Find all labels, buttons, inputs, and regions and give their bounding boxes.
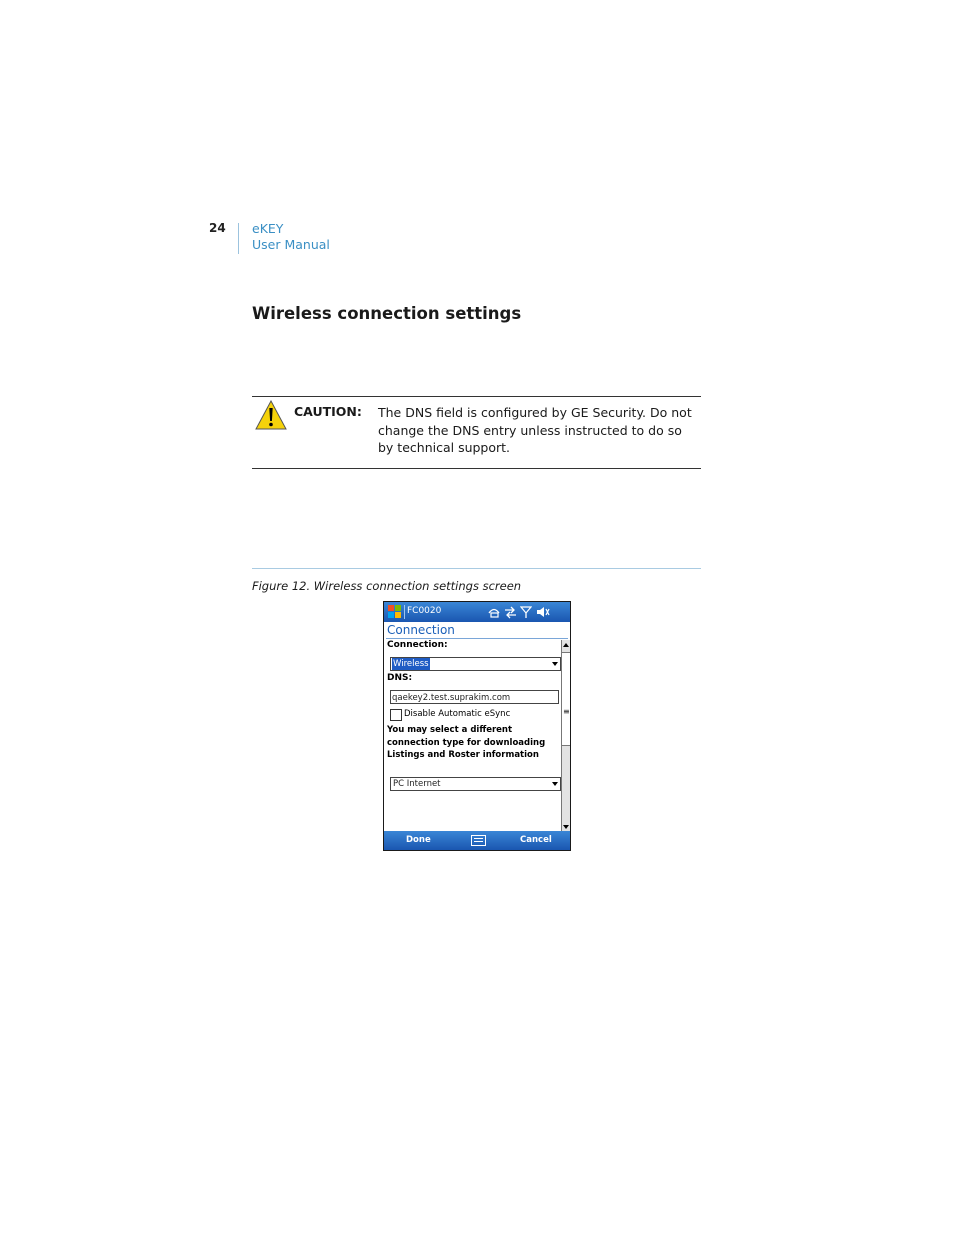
grip-icon: ≡: [563, 707, 570, 716]
vertical-scrollbar[interactable]: [561, 640, 571, 832]
caution-top-rule: [252, 396, 701, 397]
header-product: eKEY: [252, 221, 284, 236]
windows-start-icon[interactable]: [387, 604, 402, 619]
cancel-button[interactable]: Cancel: [520, 835, 552, 845]
chevron-down-icon: [552, 662, 558, 666]
dns-label: DNS:: [387, 673, 413, 683]
dns-input[interactable]: qaekey2.test.suprakim.com: [390, 690, 559, 704]
sync-arrows-icon[interactable]: [504, 605, 517, 619]
connection-label: Connection:: [387, 640, 448, 650]
connection-type-value: PC Internet: [393, 779, 441, 789]
soft-key-menu-bar: [384, 831, 570, 850]
caution-label: CAUTION:: [294, 404, 362, 419]
disable-esync-label: Disable Automatic eSync: [404, 709, 511, 719]
signal-antenna-icon[interactable]: [520, 605, 532, 619]
scroll-up-icon[interactable]: [563, 643, 569, 647]
screen-heading: Connection: [387, 623, 455, 637]
connection-dropdown[interactable]: [390, 657, 561, 671]
scroll-down-icon[interactable]: [563, 825, 569, 829]
chevron-down-icon: [552, 782, 558, 786]
page-number: 24: [209, 221, 226, 235]
warning-triangle-icon: [255, 400, 287, 430]
caution-text: The DNS field is configured by GE Security. Do not change the DNS entry unless instructed to do so by technical support.: [378, 405, 692, 455]
device-screenshot: [383, 601, 571, 851]
header-divider: [238, 223, 239, 254]
connectivity-icon[interactable]: [487, 605, 501, 619]
figure-divider: [252, 568, 701, 569]
disable-esync-checkbox[interactable]: [390, 709, 402, 721]
done-button[interactable]: Done: [406, 835, 431, 845]
screen-heading-rule: [386, 638, 568, 639]
title-separator: [404, 605, 405, 619]
connection-type-info: You may select a different connection type for downloading Listings and Roster information: [387, 725, 546, 760]
connection-type-dropdown[interactable]: [390, 777, 561, 791]
speaker-muted-icon[interactable]: [536, 605, 550, 619]
figure-caption: Figure 12. Wireless connection settings screen: [252, 579, 522, 593]
section-title: Wireless connection settings: [252, 304, 522, 323]
connection-dropdown-value: Wireless: [393, 659, 429, 669]
device-title: FC0020: [407, 606, 442, 616]
scrollbar-thumb[interactable]: [562, 652, 570, 746]
keyboard-icon[interactable]: [471, 835, 486, 846]
device-title-bar: [384, 602, 570, 622]
header-doc-type: User Manual: [252, 237, 330, 252]
caution-bottom-rule: [252, 468, 701, 469]
